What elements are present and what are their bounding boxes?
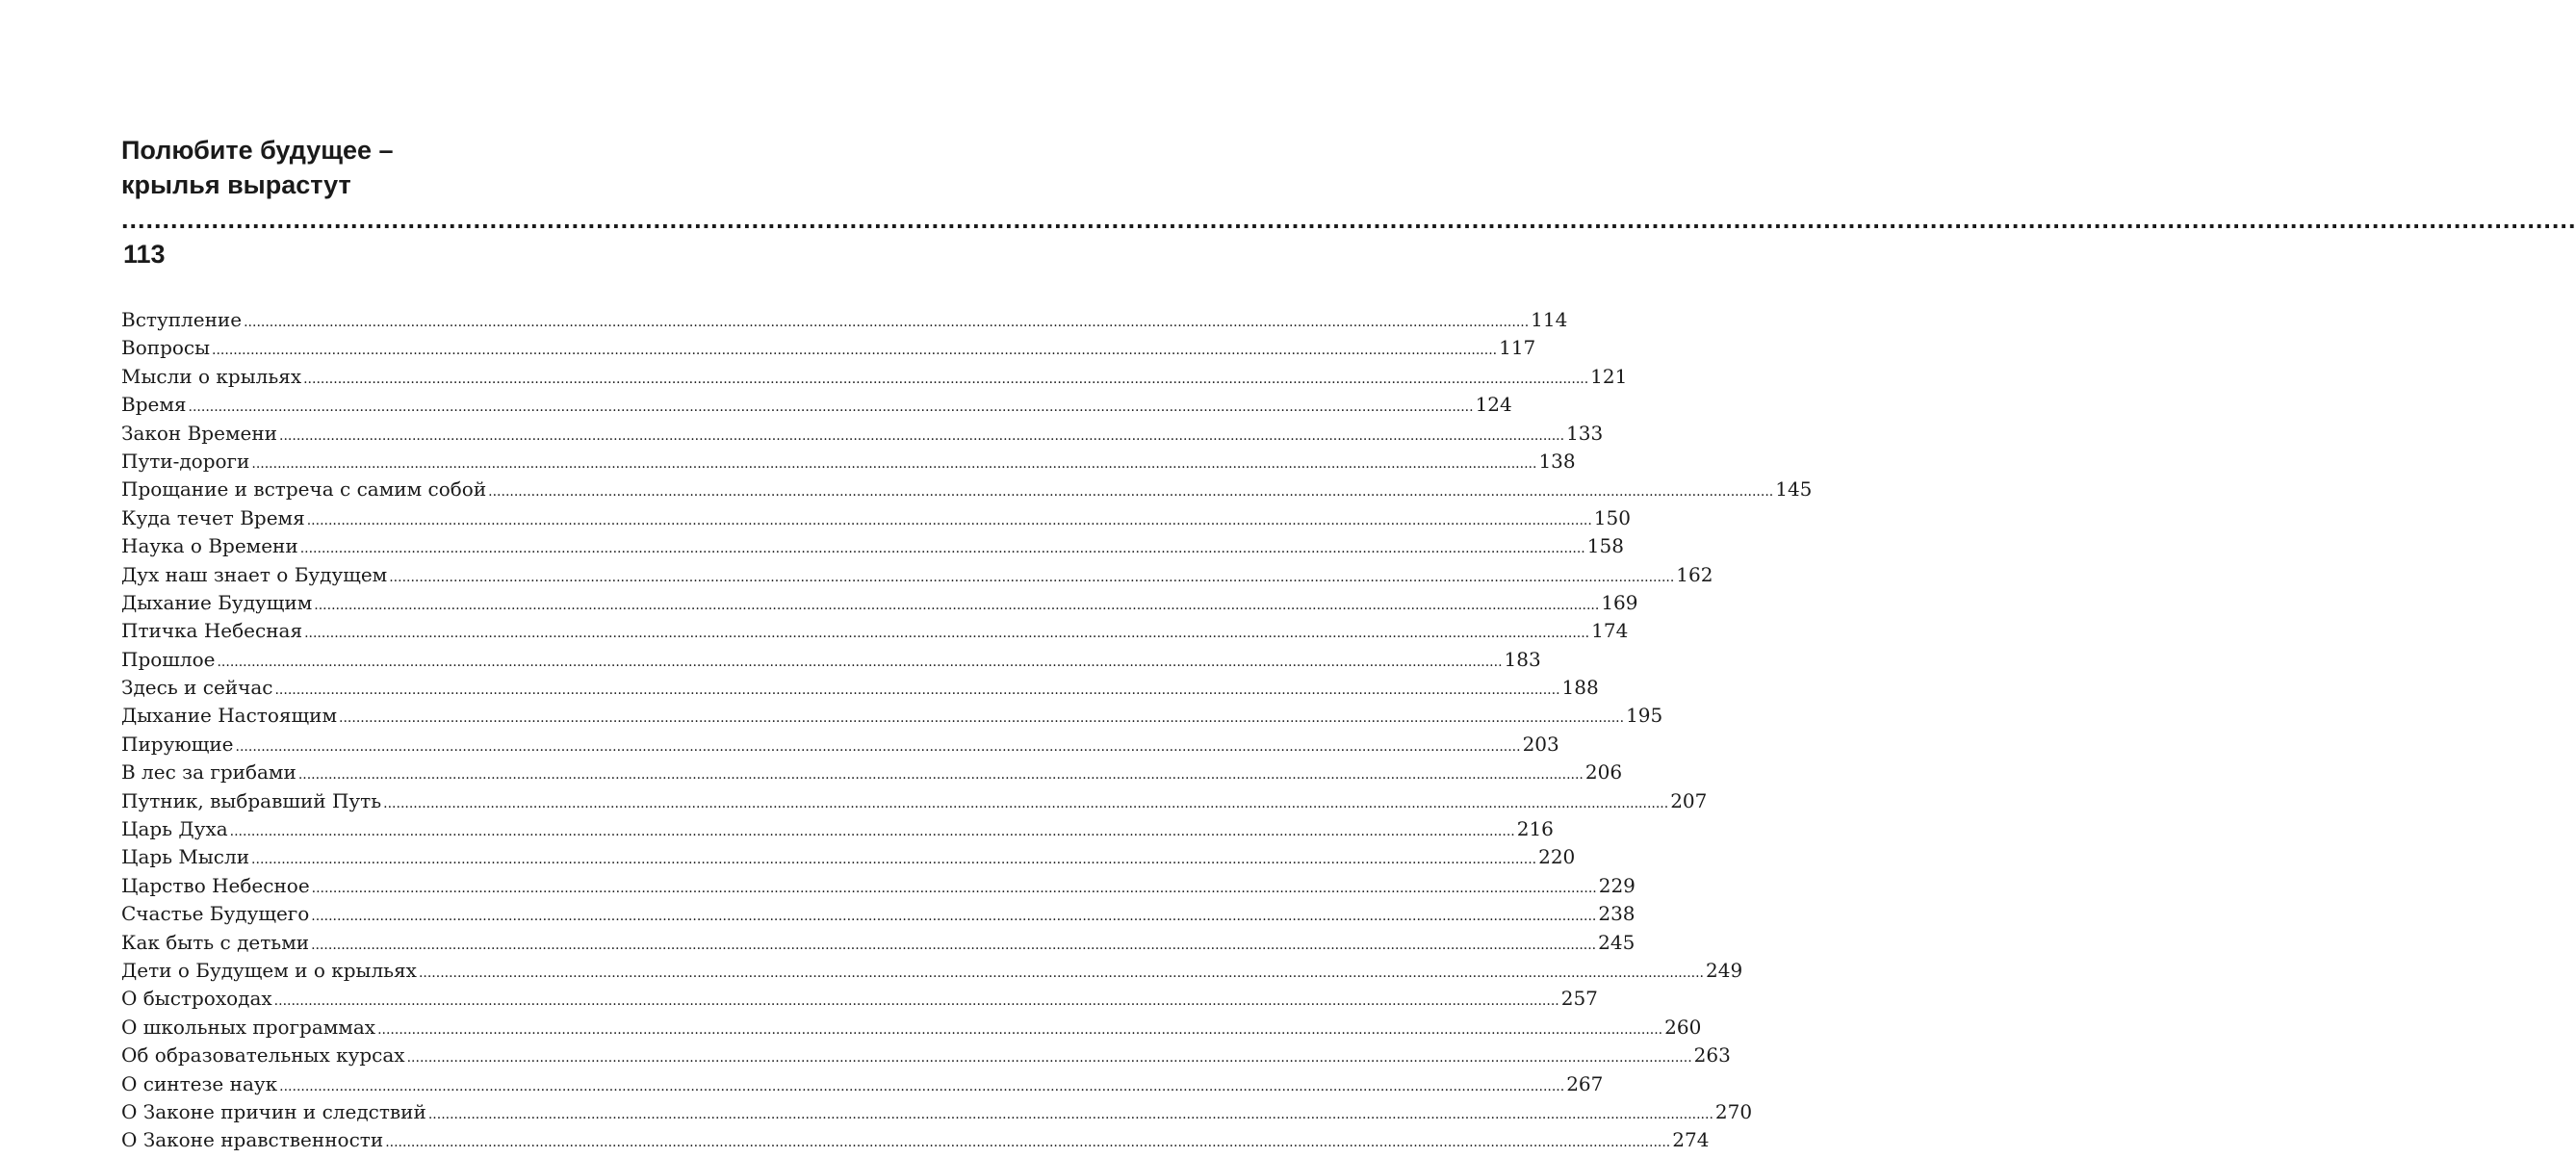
toc-entry-title: Куда течет Время — [121, 505, 305, 529]
toc-entry[interactable] — [121, 787, 1708, 815]
toc-entry-page: 174 — [1591, 619, 1629, 643]
toc-entry[interactable] — [121, 391, 1512, 419]
dot-leader: ............................................................................................................................................................................................................................................................................................................ — [299, 541, 1585, 557]
toc-entry-page: 267 — [1566, 1071, 1604, 1095]
toc-list — [121, 306, 1813, 1155]
toc-entry[interactable] — [121, 900, 1636, 928]
toc-entry-page: 188 — [1561, 676, 1599, 700]
dot-leader: ............................................................................................................................................................................................................................................................................................................ — [279, 1078, 1565, 1094]
toc-entry[interactable] — [121, 617, 1629, 645]
section-title-row — [121, 167, 2576, 271]
dot-leader: ............................................................................................................................................................................................................................................................................................................ — [235, 738, 1521, 755]
toc-entry-title: Путник, выбравший Путь — [121, 788, 382, 812]
toc-entry[interactable] — [121, 731, 1559, 759]
toc-entry[interactable] — [121, 306, 1568, 334]
dot-leader: ............................................................................................................................................................................................................................................................................................................ — [418, 965, 1704, 981]
toc-entry-title: Закон Времени — [121, 421, 278, 445]
toc-entry[interactable] — [121, 448, 1576, 476]
toc-entry[interactable] — [121, 1014, 1702, 1042]
toc-entry-page: 117 — [1499, 336, 1536, 360]
toc-entry-page: 195 — [1626, 704, 1663, 728]
section-title-line2: крылья вырастут — [121, 170, 351, 199]
section-page-number: 113 — [123, 240, 166, 269]
toc-page — [121, 133, 2576, 1155]
toc-entry-page: 257 — [1560, 987, 1598, 1011]
toc-entry[interactable] — [121, 504, 1631, 532]
toc-entry[interactable] — [121, 1042, 1731, 1069]
toc-entry[interactable] — [121, 420, 1604, 448]
toc-entry[interactable] — [121, 674, 1599, 702]
toc-entry[interactable] — [121, 476, 1813, 503]
toc-entry-title: Птичка Небесная — [121, 619, 303, 643]
toc-entry[interactable] — [121, 929, 1636, 957]
toc-entry-title: Прошлое — [121, 647, 216, 671]
dot-leader: ............................................................................................................................................................................................................................................................................................................ — [273, 993, 1559, 1010]
toc-entry-page: 249 — [1706, 958, 1743, 982]
toc-entry[interactable] — [121, 957, 1743, 985]
dot-leader: ............................................................................................................................................................................................................................................................................................................ — [188, 399, 1474, 416]
toc-entry-title: Время — [121, 393, 187, 417]
dot-leader: ............................................................................................................................................................................................................................................................................................................ — [244, 315, 1530, 330]
dot-leader: ............................................................................................................................................................................................................................................................................................................ — [488, 484, 1774, 501]
toc-entry[interactable] — [121, 363, 1628, 391]
toc-entry-page: 121 — [1590, 364, 1628, 388]
dot-leader: ............................................................................................................................................................................................................................................................................................................ — [121, 205, 2576, 234]
toc-entry-page: 124 — [1475, 393, 1512, 417]
toc-entry-page: 270 — [1714, 1099, 1753, 1123]
toc-entry[interactable] — [121, 1070, 1604, 1098]
toc-entry[interactable] — [121, 843, 1576, 871]
toc-entry[interactable] — [121, 646, 1541, 674]
toc-entry[interactable] — [121, 872, 1636, 900]
dot-leader: ............................................................................................................................................................................................................................................................................................................ — [279, 427, 1565, 444]
dot-leader: ............................................................................................................................................................................................................................................................................................................ — [229, 824, 1515, 840]
toc-entry-title: Дети о Будущем и о крыльях — [121, 958, 417, 982]
toc-entry-page: 138 — [1538, 449, 1576, 473]
toc-entry-title: О школьных программах — [121, 1015, 376, 1039]
toc-entry[interactable] — [121, 759, 1623, 786]
toc-entry-title: Наука о Времени — [121, 534, 298, 558]
toc-entry-page: 206 — [1584, 760, 1623, 785]
toc-entry[interactable] — [121, 561, 1713, 589]
dot-leader: ............................................................................................................................................................................................................................................................................................................ — [251, 852, 1537, 868]
toc-entry-title: О Законе нравственности — [121, 1128, 384, 1152]
dot-leader: ............................................................................................................................................................................................................................................................................................................ — [217, 654, 1503, 670]
dot-leader: ............................................................................................................................................................................................................................................................................................................ — [274, 682, 1560, 699]
toc-entry[interactable] — [121, 589, 1638, 617]
dot-leader: ............................................................................................................................................................................................................................................................................................................ — [406, 1050, 1692, 1067]
section-title-line1: Полюбите будущее – — [121, 136, 394, 165]
toc-entry-page: 238 — [1598, 902, 1636, 926]
toc-entry-title: Царство Небесное — [121, 873, 310, 897]
toc-entry-title: Царь Духа — [121, 817, 228, 841]
toc-entry-page: 169 — [1601, 590, 1638, 614]
toc-entry[interactable] — [121, 1126, 1710, 1154]
toc-entry-title: Мысли о крыльях — [121, 364, 302, 388]
dot-leader: ............................................................................................................................................................................................................................................................................................................ — [311, 937, 1597, 953]
toc-entry-title: Дыхание Настоящим — [121, 704, 338, 728]
toc-entry-page: 203 — [1522, 732, 1559, 756]
toc-entry-title: О быстроходах — [121, 987, 272, 1011]
toc-entry-page: 145 — [1775, 477, 1813, 502]
toc-entry-page: 229 — [1598, 873, 1636, 897]
toc-entry-title: Дыхание Будущим — [121, 590, 313, 614]
toc-entry-page: 133 — [1566, 421, 1604, 445]
dot-leader: ............................................................................................................................................................................................................................................................................................................ — [251, 455, 1537, 472]
toc-entry-title: О Законе причин и следствий — [121, 1099, 426, 1123]
dot-leader: ............................................................................................................................................................................................................................................................................................................ — [339, 710, 1625, 727]
toc-entry-title: В лес за грибами — [121, 760, 296, 785]
toc-entry[interactable] — [121, 532, 1624, 560]
toc-entry-title: Царь Мысли — [121, 845, 250, 869]
dot-leader: ............................................................................................................................................................................................................................................................................................................ — [306, 512, 1592, 528]
toc-entry-title: Счастье Будущего — [121, 902, 310, 926]
toc-entry-title: О синтезе наук — [121, 1071, 278, 1095]
toc-entry-title: Вопросы — [121, 336, 211, 360]
toc-entry-page: 245 — [1598, 930, 1636, 954]
toc-entry-page: 216 — [1516, 817, 1554, 841]
toc-entry-page: 183 — [1504, 647, 1541, 671]
dot-leader: ............................................................................................................................................................................................................................................................................................................ — [311, 880, 1597, 896]
toc-entry-title: Здесь и сейчас — [121, 676, 273, 700]
toc-entry-title: Пути-дороги — [121, 449, 250, 473]
dot-leader: ............................................................................................................................................................................................................................................................................................................ — [297, 767, 1584, 784]
toc-entry-page: 263 — [1693, 1043, 1731, 1068]
section-heading — [121, 133, 2576, 271]
dot-leader: ............................................................................................................................................................................................................................................................................................................ — [304, 626, 1590, 642]
toc-entry[interactable] — [121, 815, 1554, 843]
dot-leader: ............................................................................................................................................................................................................................................................................................................ — [314, 597, 1600, 613]
toc-entry-title: Об образовательных курсах — [121, 1043, 405, 1068]
toc-entry-page: 114 — [1531, 308, 1568, 331]
toc-entry-page: 274 — [1672, 1128, 1710, 1152]
toc-entry-page: 162 — [1676, 562, 1713, 586]
toc-entry-title: Дух наш знает о Будущем — [121, 562, 388, 586]
toc-entry-page: 150 — [1593, 505, 1631, 529]
dot-leader: ............................................................................................................................................................................................................................................................................................................ — [311, 909, 1597, 925]
toc-entry-title: Прощание и встреча с самим собой — [121, 477, 487, 502]
toc-entry[interactable] — [121, 334, 1536, 362]
dot-leader: ............................................................................................................................................................................................................................................................................................................ — [303, 371, 1589, 387]
toc-entry-title: Пирующие — [121, 732, 234, 756]
dot-leader: ............................................................................................................................................................................................................................................................................................................ — [427, 1106, 1713, 1122]
toc-entry[interactable] — [121, 702, 1663, 730]
toc-entry-title: Как быть с детьми — [121, 930, 310, 954]
toc-entry-title: Вступление — [121, 308, 243, 331]
dot-leader: ............................................................................................................................................................................................................................................................................................................ — [212, 343, 1498, 359]
dot-leader: ............................................................................................................................................................................................................................................................................................................ — [383, 795, 1669, 811]
dot-leader: ............................................................................................................................................................................................................................................................................................................ — [377, 1021, 1663, 1038]
dot-leader: ............................................................................................................................................................................................................................................................................................................ — [385, 1135, 1671, 1151]
toc-entry-page: 158 — [1586, 534, 1624, 558]
dot-leader: ............................................................................................................................................................................................................................................................................................................ — [389, 569, 1675, 585]
toc-entry-page: 220 — [1538, 845, 1576, 869]
toc-entry-page: 260 — [1664, 1015, 1702, 1039]
toc-entry[interactable] — [121, 985, 1598, 1013]
toc-entry-page: 207 — [1670, 788, 1708, 812]
toc-entry[interactable] — [121, 1098, 1753, 1126]
